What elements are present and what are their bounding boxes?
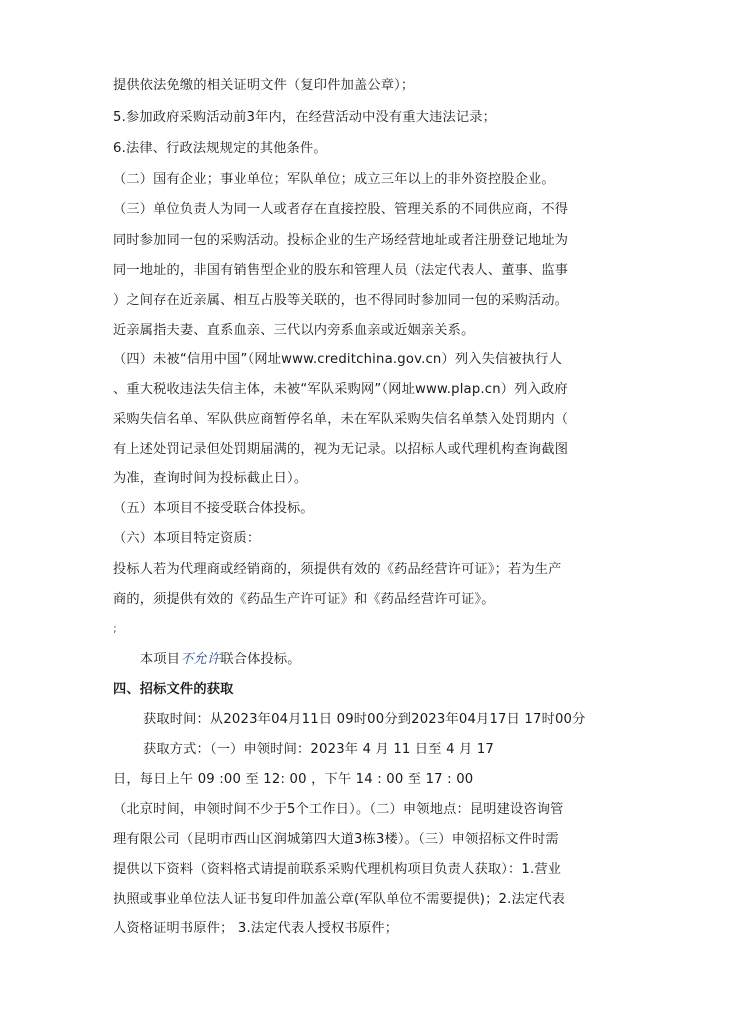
consortium-prefix: 本项目 — [140, 652, 181, 667]
section-heading: 四、招标文件的获取 — [113, 682, 234, 697]
text-line: （五）本项目不接受联合体投标。 — [113, 501, 314, 516]
consortium-suffix: 联合体投标。 — [220, 652, 301, 667]
text-line: （四）未被“信用中国”（网址www.creditchina.gov.cn）列入失信被执行人 — [113, 352, 562, 367]
text-line: 、重大税收违法失信主体，未被“军队采购网”（网址www.plap.cn）列入政府 — [113, 382, 568, 397]
text-line: （六）本项目特定资质： — [113, 531, 261, 546]
text-line: 5.参加政府采购活动前3年内，在经营活动中没有重大违法记录； — [113, 110, 497, 125]
text-line: 6.法律、行政法规规定的其他条件。 — [113, 141, 327, 156]
text-line: 投标人若为代理商或经销商的，须提供有效的《药品经营许可证》；若为生产 — [113, 562, 562, 577]
text-line: 为准，查询时间为投标截止日）。 — [113, 471, 308, 486]
text-line: 执照或事业单位法人证书复印件加盖公章(军队单位不需要提供)；2.法定代表 — [113, 892, 566, 907]
acquire-time: 获取时间：从2023年04月11日 09时00分到2023年04月17日 17时00分 — [143, 712, 586, 727]
text-line: ）之间存在近亲属、相互占股等关联的，也不得同时参加同一包的采购活动。 — [113, 293, 569, 308]
text-line: （二）国有企业；事业单位；军队单位；成立三年以上的非外资控股企业。 — [113, 172, 555, 187]
text-line: （北京时间，申领时间不少于5个工作日）。（二）申领地点：昆明建设咨询管 — [113, 802, 564, 817]
text-line: 同时参加同一包的采购活动。投标企业的生产场经营地址或者注册登记地址为 — [113, 233, 569, 248]
small-mark: ; — [113, 622, 117, 635]
text-line: 同一地址的，非国有销售型企业的股东和管理人员（法定代表人、董事、监事 — [113, 263, 569, 278]
text-line: 提供依法免缴的相关证明文件（复印件加盖公章）； — [113, 78, 415, 93]
text-line: 人资格证明书原件； 3.法定代表人授权书原件； — [113, 921, 399, 936]
text-line: 近亲属指夫妻、直系血亲、三代以内旁系血亲或近姻亲关系。 — [113, 323, 475, 338]
consortium-emphasis: 不允许 — [180, 652, 221, 667]
text-line: 有上述处罚记录但处罚期届满的，视为无记录。以招标人或代理机构查询截图 — [113, 442, 569, 457]
text-line: 采购失信名单、军队供应商暂停名单，未在军队采购失信名单禁入处罚期内（ — [113, 412, 569, 427]
text-line: 提供以下资料（资料格式请提前联系采购代理机构项目负责人获取）：1.营业 — [113, 862, 562, 877]
text-line: （三）单位负责人为同一人或者存在直接控股、管理关系的不同供应商，不得 — [113, 202, 569, 217]
consortium-line — [140, 650, 301, 670]
text-line: 商的，须提供有效的《药品生产许可证》和《药品经营许可证》。 — [113, 592, 495, 607]
acquire-method: 获取方式：（一）申领时间：2023年 4 月 11 日至 4 月 17 — [143, 742, 495, 757]
text-line: 日，每日上午 09 :00 至 12: 00 ，下午 14 : 00 至 17 : 00 — [113, 772, 474, 787]
text-line: 理有限公司（昆明市西山区润城第四大道3栋3楼）。（三）申领招标文件时需 — [113, 832, 559, 847]
